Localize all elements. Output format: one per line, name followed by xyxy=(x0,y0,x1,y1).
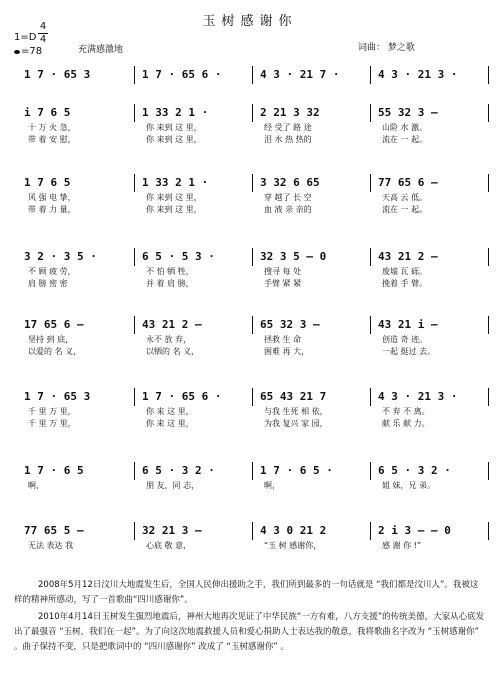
measure: 65 32 3 – xyxy=(260,318,320,331)
barline xyxy=(488,66,489,84)
tempo-value: =78 xyxy=(21,46,43,57)
lyric-row xyxy=(14,480,489,492)
credit: 词曲： 梦之歌 xyxy=(358,43,415,53)
score-line xyxy=(14,104,489,146)
notation-row xyxy=(14,462,489,480)
measure: 4 3 0 21 2 xyxy=(260,524,327,537)
measure: 1 7 · 65 3 xyxy=(24,390,91,403)
measure: 43 21 2 – xyxy=(378,250,438,263)
barline xyxy=(252,104,253,122)
measure: 32 21 3 – xyxy=(142,524,202,537)
measure: 1 33 2 1 · xyxy=(142,106,209,119)
notation-row xyxy=(14,522,489,540)
barline xyxy=(252,248,253,266)
barline xyxy=(370,66,371,84)
barline xyxy=(252,316,253,334)
lyric-segment: 带 着 安 慰， xyxy=(28,135,76,144)
lyric-segment: 以爱的 名 义， xyxy=(28,347,82,356)
notation-row xyxy=(14,248,489,266)
notation-row xyxy=(14,66,489,84)
measure: 43 21 i – xyxy=(378,318,438,331)
measure: 77 65 5 – xyxy=(24,524,84,537)
lyric-segment: 山险 水 激。 xyxy=(382,123,428,132)
lyric-segment: 天高 云 低。 xyxy=(382,193,428,202)
barline xyxy=(134,388,135,406)
notes-text xyxy=(14,578,486,657)
lyric-row xyxy=(14,266,489,278)
barline xyxy=(370,174,371,192)
barline xyxy=(370,104,371,122)
lyric-segment: 以牺的 名 义， xyxy=(146,347,200,356)
measure: 1 33 2 1 · xyxy=(142,176,209,189)
prose-paragraph: 2010年4月14日玉树发生强烈地震后，神州大地再次见证了中华民族“一方有难，八方支援”的传统美德，大家从心底发出了最强音 “玉树，我们在一起”。为了向这次地震救援人员和爱心捐助人士表达我的敬意，我将歌曲名字改为 “玉树感谢你” 。曲子保持不变，只是把歌词中的 “四川感谢你” 改成了 “玉树感谢你” 。 xyxy=(14,612,485,652)
lyric-row xyxy=(14,192,489,204)
measure: 65 43 21 7 xyxy=(260,390,327,403)
lyric-segment: 你 来到 这 里， xyxy=(146,135,202,144)
measure: 6 5 · 5 3 · xyxy=(142,250,215,263)
barline xyxy=(134,174,135,192)
lyric-segment: 搜寻 每 处 xyxy=(264,267,302,276)
measure: 1 7 · 65 6 · xyxy=(142,390,222,403)
lyric-segment: “玉 树 感谢你， xyxy=(264,541,322,550)
measure: 6 5 · 3 2 · xyxy=(142,464,215,477)
notation-row xyxy=(14,388,489,406)
measure: 1 7 · 6 5 xyxy=(24,464,84,477)
barline xyxy=(488,104,489,122)
barline xyxy=(252,174,253,192)
measure: 3 2 · 3 5 · xyxy=(24,250,97,263)
score-line xyxy=(14,316,489,358)
time-signature xyxy=(38,22,48,45)
measure: 6 5 · 3 2 · xyxy=(378,464,451,477)
lyric-segment: 千 里 万 里， xyxy=(28,407,76,416)
barline xyxy=(488,522,489,540)
lyric-segment: 你 来到 这 里， xyxy=(146,123,202,132)
measure: i 7 6 5 xyxy=(24,106,71,119)
lyric-segment: 创造 奇 迹。 xyxy=(382,335,428,344)
measure: 1 7 · 6 5 · xyxy=(260,464,333,477)
barline xyxy=(134,248,135,266)
measure: 1 7 · 65 3 xyxy=(24,68,91,81)
measure: 4 3 · 21 3 · xyxy=(378,68,458,81)
lyric-segment: 啊， xyxy=(28,481,44,490)
notation-row xyxy=(14,174,489,192)
song-title: 玉树感谢你 xyxy=(202,14,298,29)
lyric-row xyxy=(14,540,489,552)
barline xyxy=(370,462,371,480)
meter-top: 4 xyxy=(39,21,47,32)
key-signature: 1=D xyxy=(14,32,37,43)
measure: 4 3 · 21 7 · xyxy=(260,68,340,81)
barline xyxy=(252,388,253,406)
measure: 1 7 · 65 6 · xyxy=(142,68,222,81)
measure: 4 3 · 21 3 · xyxy=(378,390,458,403)
meter-bottom: 4 xyxy=(39,34,47,45)
lyric-segment: 穿 越了 长 空 xyxy=(264,193,312,202)
lyric-segment: 不 弃 不 离。 xyxy=(382,407,430,416)
lyric-segment: 流在 一 起。 xyxy=(382,135,428,144)
lyric-row xyxy=(14,334,489,346)
lyric-row xyxy=(14,418,489,430)
measure: 1 7 6 5 xyxy=(24,176,71,189)
lyric-segment: 十 万 火 急， xyxy=(28,123,76,132)
barline xyxy=(488,174,489,192)
lyric-segment: 你 来到 这 里， xyxy=(146,193,202,202)
measure: 77 65 6 – xyxy=(378,176,438,189)
lyric-segment: 不 怕 牺 牲， xyxy=(146,267,194,276)
barline xyxy=(252,522,253,540)
barline xyxy=(134,104,135,122)
lyric-segment: 手臂 紧 紧 xyxy=(264,279,302,288)
barline xyxy=(134,462,135,480)
lyric-segment: 困难 再 大， xyxy=(264,347,310,356)
notation-row xyxy=(14,316,489,334)
lyric-segment: 挽着 手 臂。 xyxy=(382,279,428,288)
lyric-row xyxy=(14,134,489,146)
lyric-segment: 感 谢 你 !” xyxy=(382,541,421,550)
lyric-segment: 流在 一 起。 xyxy=(382,205,428,214)
lyric-segment: 肩 膀 密 密 xyxy=(28,279,68,288)
barline xyxy=(370,522,371,540)
lyric-row xyxy=(14,346,489,358)
measure: 2 i 3 – – 0 xyxy=(378,524,451,537)
measure: 17 65 6 – xyxy=(24,318,84,331)
lyric-segment: 坚持 到 底， xyxy=(28,335,74,344)
score-line xyxy=(14,388,489,430)
lyric-segment: 献 乐 献 力。 xyxy=(382,419,430,428)
lyric-segment: 并 着 肩 膀， xyxy=(146,279,194,288)
barline xyxy=(488,248,489,266)
barline xyxy=(488,316,489,334)
measure: 32 3 5 – 0 xyxy=(260,250,327,263)
lyric-segment: 血 液 亲 亲的 xyxy=(264,205,312,214)
barline xyxy=(252,462,253,480)
barline xyxy=(134,316,135,334)
tempo-mark xyxy=(14,46,42,57)
barline xyxy=(370,388,371,406)
lyric-segment: 一起 挺过 去。 xyxy=(382,347,436,356)
lyric-segment: 啊， xyxy=(264,481,280,490)
barline xyxy=(134,66,135,84)
barline xyxy=(488,388,489,406)
barline xyxy=(370,316,371,334)
expression-mark: 充满感激地 xyxy=(78,45,124,55)
measure: 3 32 6 65 xyxy=(260,176,320,189)
prose-paragraph: 2008年5月12日汶川大地震发生后，全国人民伸出援助之手，我们所到最多的一句话就是 “我们都是汶川人”。我被这样的精神所感动，写了一首歌曲“四川感谢你”。 xyxy=(14,580,479,605)
quarter-note-icon xyxy=(14,50,20,54)
lyric-segment: 你 来到 这 里， xyxy=(146,205,202,214)
lyric-segment: 泪 水 热 热的 xyxy=(264,135,312,144)
score-line xyxy=(14,248,489,290)
lyric-row xyxy=(14,406,489,418)
barline xyxy=(370,248,371,266)
lyric-row xyxy=(14,204,489,216)
lyric-segment: 经 受了 路 途 xyxy=(264,123,312,132)
score-line xyxy=(14,522,489,552)
measure: 43 21 2 – xyxy=(142,318,202,331)
lyric-segment: 不 顾 疲 劳， xyxy=(28,267,76,276)
score-line xyxy=(14,66,489,84)
barline xyxy=(134,522,135,540)
score-line xyxy=(14,174,489,216)
measure: 2 21 3 32 xyxy=(260,106,320,119)
barline xyxy=(252,66,253,84)
lyric-segment: 为我 复兴 家 园， xyxy=(264,419,328,428)
lyric-segment: 废墟 瓦 砾。 xyxy=(382,267,428,276)
lyric-segment: 带 着 力 量， xyxy=(28,205,76,214)
lyric-segment: 永不 放 弃， xyxy=(146,335,192,344)
lyric-segment: 朋 友，同 志， xyxy=(146,481,200,490)
lyric-segment: 千 里 万 里， xyxy=(28,419,76,428)
lyric-segment: 风 强 电 挚， xyxy=(28,193,76,202)
lyric-segment: 心底 敬 意， xyxy=(146,541,192,550)
lyric-segment: 你 来 这 里， xyxy=(146,419,194,428)
lyric-segment: 无法 表达 我 xyxy=(28,541,74,550)
notation-row xyxy=(14,104,489,122)
lyric-row xyxy=(14,122,489,134)
lyric-segment: 与我 生死 相 依， xyxy=(264,407,328,416)
lyric-segment: 姐 妹，兄 弟。 xyxy=(382,481,436,490)
lyric-segment: 你 来 这 里， xyxy=(146,407,194,416)
score-line xyxy=(14,462,489,492)
lyric-segment: 拯救 生 命 xyxy=(264,335,302,344)
measure: 55 32 3 – xyxy=(378,106,438,119)
barline xyxy=(488,462,489,480)
lyric-row xyxy=(14,278,489,290)
